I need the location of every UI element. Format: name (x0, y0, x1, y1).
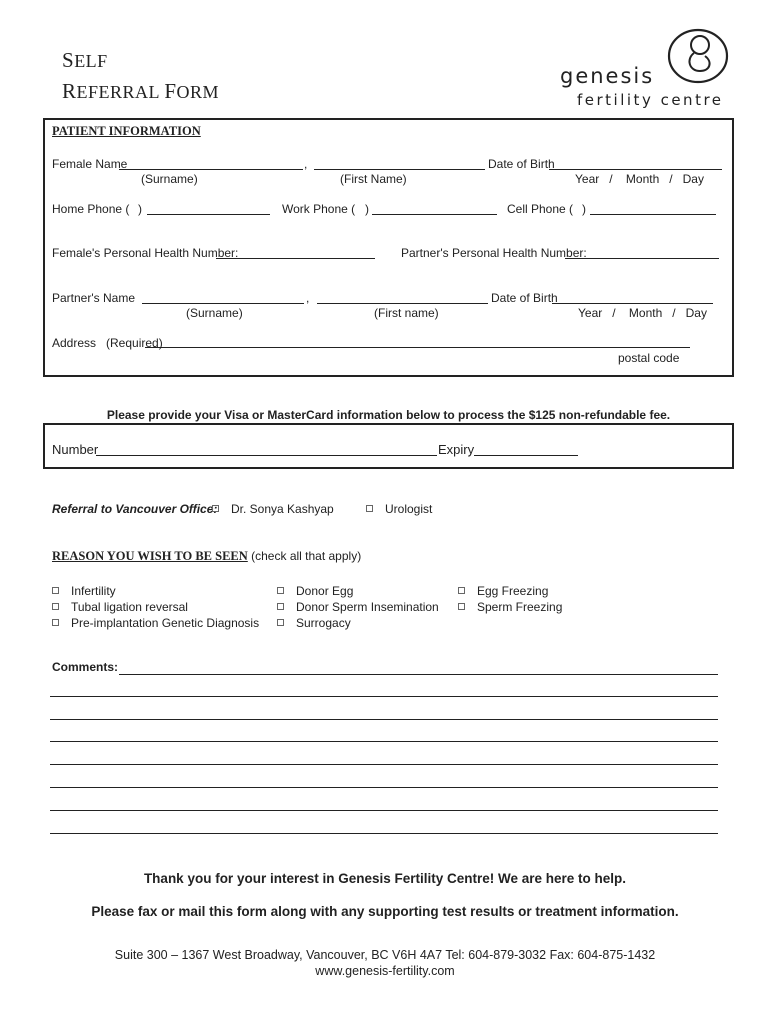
home-phone-paren-close: ) (138, 202, 142, 216)
card-expiry-field[interactable] (474, 455, 578, 456)
checkbox[interactable] (52, 619, 59, 626)
female-dob-label: Date of Birth (488, 157, 555, 171)
footer-thanks: Thank you for your interest in Genesis Fertility Centre! We are here to help. (143, 871, 627, 886)
work-phone-label: Work Phone ( (282, 202, 356, 216)
checkbox[interactable] (277, 587, 284, 594)
female-first-name-caption: (First Name) (340, 172, 407, 186)
work-phone-paren-close: ) (365, 202, 369, 216)
female-phn-field[interactable] (216, 258, 375, 259)
comments-line[interactable] (50, 787, 718, 788)
cell-phone-field[interactable] (590, 214, 716, 215)
referral-option-urologist[interactable]: Urologist (366, 502, 432, 516)
reason-pgd[interactable]: Pre-implantation Genetic Diagnosis (52, 616, 259, 630)
address-field[interactable] (145, 347, 690, 348)
female-surname-caption: (Surname) (141, 172, 198, 186)
partner-surname-caption: (Surname) (186, 306, 243, 320)
referral-option-kashyap[interactable]: Dr. Sonya Kashyap (212, 502, 334, 516)
form-title-line1: SELF (62, 48, 108, 72)
card-expiry-label: Expiry (438, 442, 475, 457)
partner-name-label: Partner's Name (52, 291, 135, 305)
partner-surname-field[interactable] (142, 303, 304, 304)
female-dob-caption: Year / Month / Day (575, 172, 704, 186)
checkbox[interactable] (458, 587, 465, 594)
comments-line[interactable] (50, 719, 718, 720)
patient-information-heading: PATIENT INFORMATION (52, 124, 201, 138)
footer-instruction: Please fax or mail this form along with any supporting test results or treatment information. (91, 904, 679, 919)
checkbox[interactable] (52, 603, 59, 610)
logo-wordmark-fertility: fertility centre (577, 91, 724, 109)
partner-first-name-caption: (First name) (374, 306, 439, 320)
partner-dob-caption: Year / Month / Day (578, 306, 707, 320)
checkbox[interactable] (212, 505, 219, 512)
female-dob-field[interactable] (549, 169, 722, 170)
cell-phone-paren-close: ) (582, 202, 586, 216)
referral-label: Referral to Vancouver Office: (52, 502, 218, 516)
reason-surrogacy[interactable]: Surrogacy (277, 616, 351, 630)
payment-instruction: Please provide your Visa or MasterCard information below to process the $125 non-refundable fee. (106, 408, 671, 422)
checkbox[interactable] (52, 587, 59, 594)
card-number-label: Number (52, 442, 99, 457)
genesis-logo-mark (660, 26, 732, 86)
comments-line[interactable] (50, 696, 718, 697)
comments-line[interactable] (119, 674, 718, 675)
work-phone-field[interactable] (372, 214, 497, 215)
reason-sperm-freezing[interactable]: Sperm Freezing (458, 600, 562, 614)
partner-first-name-field[interactable] (317, 303, 488, 304)
partner-phn-field[interactable] (565, 258, 719, 259)
checkbox[interactable] (458, 603, 465, 610)
comments-line[interactable] (50, 810, 718, 811)
female-phn-label: Female's Personal Health Number: (52, 246, 239, 260)
checkbox[interactable] (366, 505, 373, 512)
postal-code-caption: postal code (618, 351, 680, 365)
reason-egg-freezing[interactable]: Egg Freezing (458, 584, 548, 598)
reason-infertility[interactable]: Infertility (52, 584, 116, 598)
checkbox[interactable] (277, 619, 284, 626)
female-name-comma: , (304, 157, 308, 171)
partner-phn-label: Partner's Personal Health Number: (401, 246, 587, 260)
comments-line[interactable] (50, 764, 718, 765)
checkbox[interactable] (277, 603, 284, 610)
address-label: Address (Required) (52, 336, 163, 350)
card-number-field[interactable] (96, 455, 437, 456)
logo-wordmark-genesis: genesis (560, 64, 655, 88)
comments-label: Comments: (52, 660, 119, 674)
reason-tubal-ligation-reversal[interactable]: Tubal ligation reversal (52, 600, 188, 614)
female-first-name-field[interactable] (314, 169, 485, 170)
cell-phone-label: Cell Phone ( (507, 202, 574, 216)
footer-address: Suite 300 – 1367 West Broadway, Vancouver, BC V6H 4A7 Tel: 604-879-3032 Fax: 604-875-1432 (114, 948, 656, 962)
comments-line[interactable] (50, 833, 718, 834)
form-title-line2: REFERRAL FORM (62, 79, 220, 103)
payment-section (43, 423, 734, 469)
female-name-label: Female Name (52, 157, 128, 171)
partner-name-comma: , (306, 291, 310, 305)
reason-donor-sperm-insemination[interactable]: Donor Sperm Insemination (277, 600, 439, 614)
female-surname-field[interactable] (119, 169, 303, 170)
home-phone-field[interactable] (147, 214, 270, 215)
home-phone-label: Home Phone ( (52, 202, 130, 216)
partner-dob-label: Date of Birth (491, 291, 558, 305)
reason-heading: REASON YOU WISH TO BE SEEN (check all that apply) (52, 549, 362, 563)
footer-website[interactable]: www.genesis-fertility.com (315, 964, 455, 978)
comments-line[interactable] (50, 741, 718, 742)
reason-donor-egg[interactable]: Donor Egg (277, 584, 353, 598)
partner-dob-field[interactable] (552, 303, 713, 304)
